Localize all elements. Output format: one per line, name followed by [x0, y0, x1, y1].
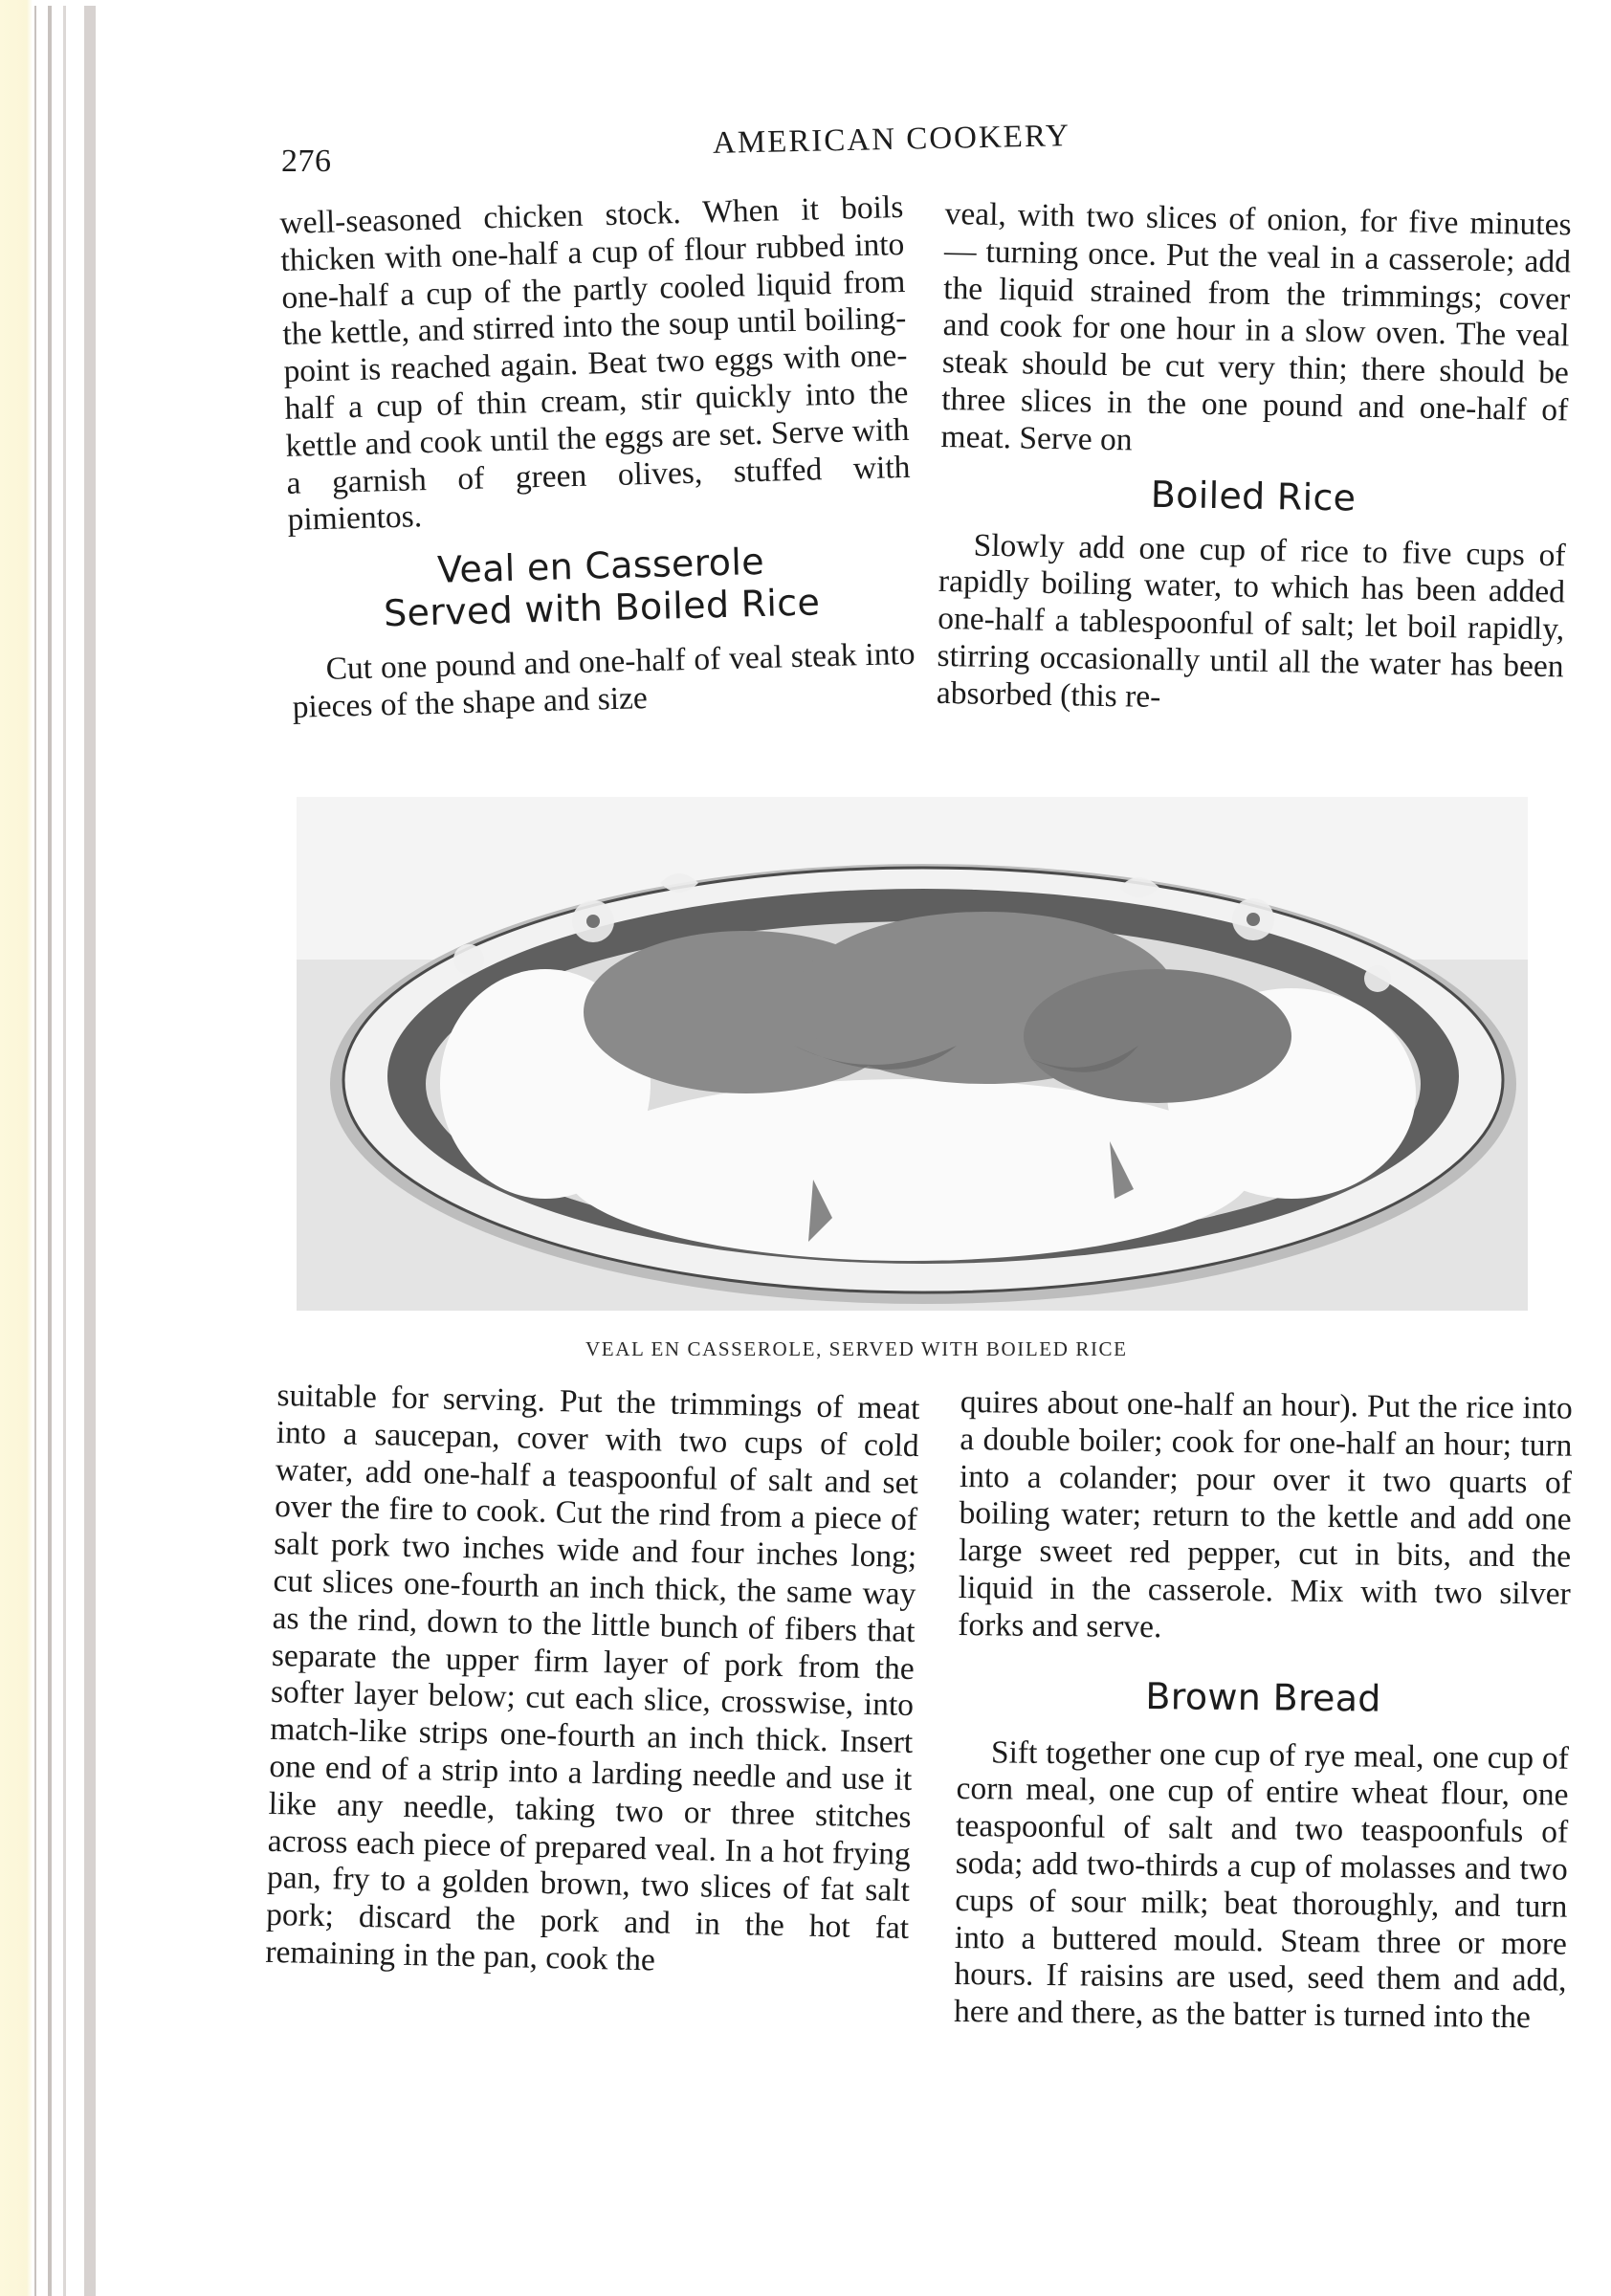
platter-illustration — [297, 797, 1528, 1311]
heading-veal-en-casserole — [289, 537, 915, 637]
page-number: 276 — [281, 144, 332, 179]
running-head: AMERICAN COOKERY — [712, 119, 1071, 161]
paragraph-boiled-rice: Slowly add one cup of rice to five cups of rapidly boiling water, to which has been added one-half a tablespoonful of salt; let boil rapidly, stirring occasionally until all the water has been absorbed (this re- — [936, 527, 1566, 715]
paragraph-rice-continued: quires about one-half an hour). Put the rice into a double boiler; cook for one-half an hour; turn into a colander; pour over it two quarts of boiling water; return to the kettle and add one large sweet red pepper, cut in bits, and the liquid in the casserole. Mix with two silver forks and serve. — [958, 1384, 1573, 1645]
paragraph-veal-method: suitable for serving. Put the trimmings of meat into a saucepan, cover with two cups of cold water, add one-half a teaspoonful of salt and set over the fire to cook. Cut the rind from a piece of salt pork two inches wide and four inches long; cut slices one-fourth an inch thick, the same way as the rind, down to the little bunch of fibers that separate the upper firm layer of pork from the softer layer below; cut each slice, crosswise, into match-like strips one-fourth an inch thick. Insert one end of a strip into a larding needle and use it like any needle, taking two or three stitches across each piece of prepared veal. In a hot frying pan, fry to a golden brown, two slices of fat salt pork; discard the pork and in the hot fat remaining in the pan, cook the — [265, 1378, 920, 1978]
column-top-left — [279, 189, 916, 727]
column-bottom-left — [265, 1378, 920, 1985]
dish-photograph — [297, 797, 1528, 1311]
page-edge-line — [63, 6, 66, 2296]
column-bottom-right — [954, 1384, 1573, 2038]
heading-line-1: Veal en Casserole — [436, 541, 765, 591]
page-edge-line — [48, 6, 52, 2296]
heading-line-2: Served with Boiled Rice — [383, 581, 821, 635]
paragraph-soup-continued: well-seasoned chicken stock. When it boils thicken with one-half a cup of flour rubbed into one-half a cup of the partly cooled liquid from the kettle, and stirred into the soup until boiling-point is reached again. Beat two eggs with one-half a cup of thin cream, stir quickly into the kettle and cook until the eggs are set. Serve with a garnish of green olives, stuffed with pimientos. — [279, 188, 911, 539]
page-edge-line — [84, 6, 96, 2296]
page-edge-line — [34, 6, 36, 2296]
paragraph-veal-continued: veal, with two slices of onion, for five minutes — turning once. Put the veal in a casserole; add the liquid strained from the trimmings; cover and cook for one hour in a slow oven. The veal steak should be cut very thin; there should be three slices in the one pound and one-half of meat. Serve on — [940, 196, 1572, 458]
heading-boiled-rice: Boiled Rice — [1150, 473, 1357, 519]
photo-caption: VEAL EN CASSEROLE, SERVED WITH BOILED RICE — [585, 1337, 1128, 1360]
heading-brown-bread: Brown Bread — [1145, 1674, 1381, 1720]
column-top-right — [937, 196, 1572, 723]
paragraph-brown-bread: Sift together one cup of rye meal, one cup of corn meal, one cup of entire wheat flour, one teaspoonful of salt and two teaspoonfuls of soda; add two-thirds a cup of molasses and two cups of sour milk; beat thoroughly, and turn into a buttered mould. Steam three or more hours. If raisins are used, seed them and add, here and there, as the batter is turned into the — [953, 1733, 1570, 2036]
paragraph-veal-recipe: Cut one pound and one-half of veal steak into pieces of the shape and size — [292, 635, 916, 725]
